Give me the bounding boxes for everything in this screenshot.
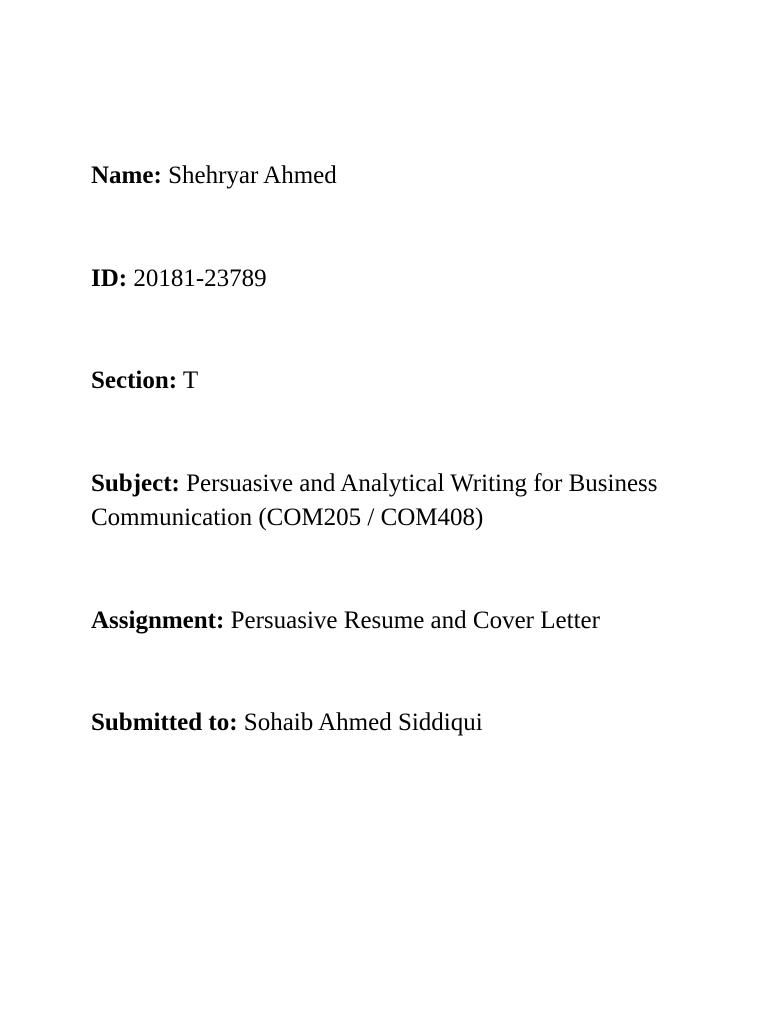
assignment-value: Persuasive Resume and Cover Letter xyxy=(230,607,600,634)
subject-field xyxy=(91,467,691,535)
id-field xyxy=(91,262,691,296)
section-label: Section: xyxy=(91,367,178,394)
name-value: Shehryar Ahmed xyxy=(168,162,337,189)
submitted-to-field xyxy=(91,706,691,740)
id-label: ID: xyxy=(91,265,128,292)
assignment-field xyxy=(91,604,691,638)
submitted-to-label: Submitted to: xyxy=(91,709,238,736)
subject-label: Subject: xyxy=(91,470,180,497)
id-value: 20181-23789 xyxy=(133,265,267,292)
assignment-label: Assignment: xyxy=(91,607,225,634)
section-field xyxy=(91,364,691,398)
submitted-to-value: Sohaib Ahmed Siddiqui xyxy=(243,709,483,736)
name-label: Name: xyxy=(91,162,162,189)
section-value: T xyxy=(182,367,199,394)
name-field xyxy=(91,159,691,193)
subject-value: Persuasive and Analytical Writing for Business Communication (COM205 / COM408) xyxy=(91,470,658,531)
